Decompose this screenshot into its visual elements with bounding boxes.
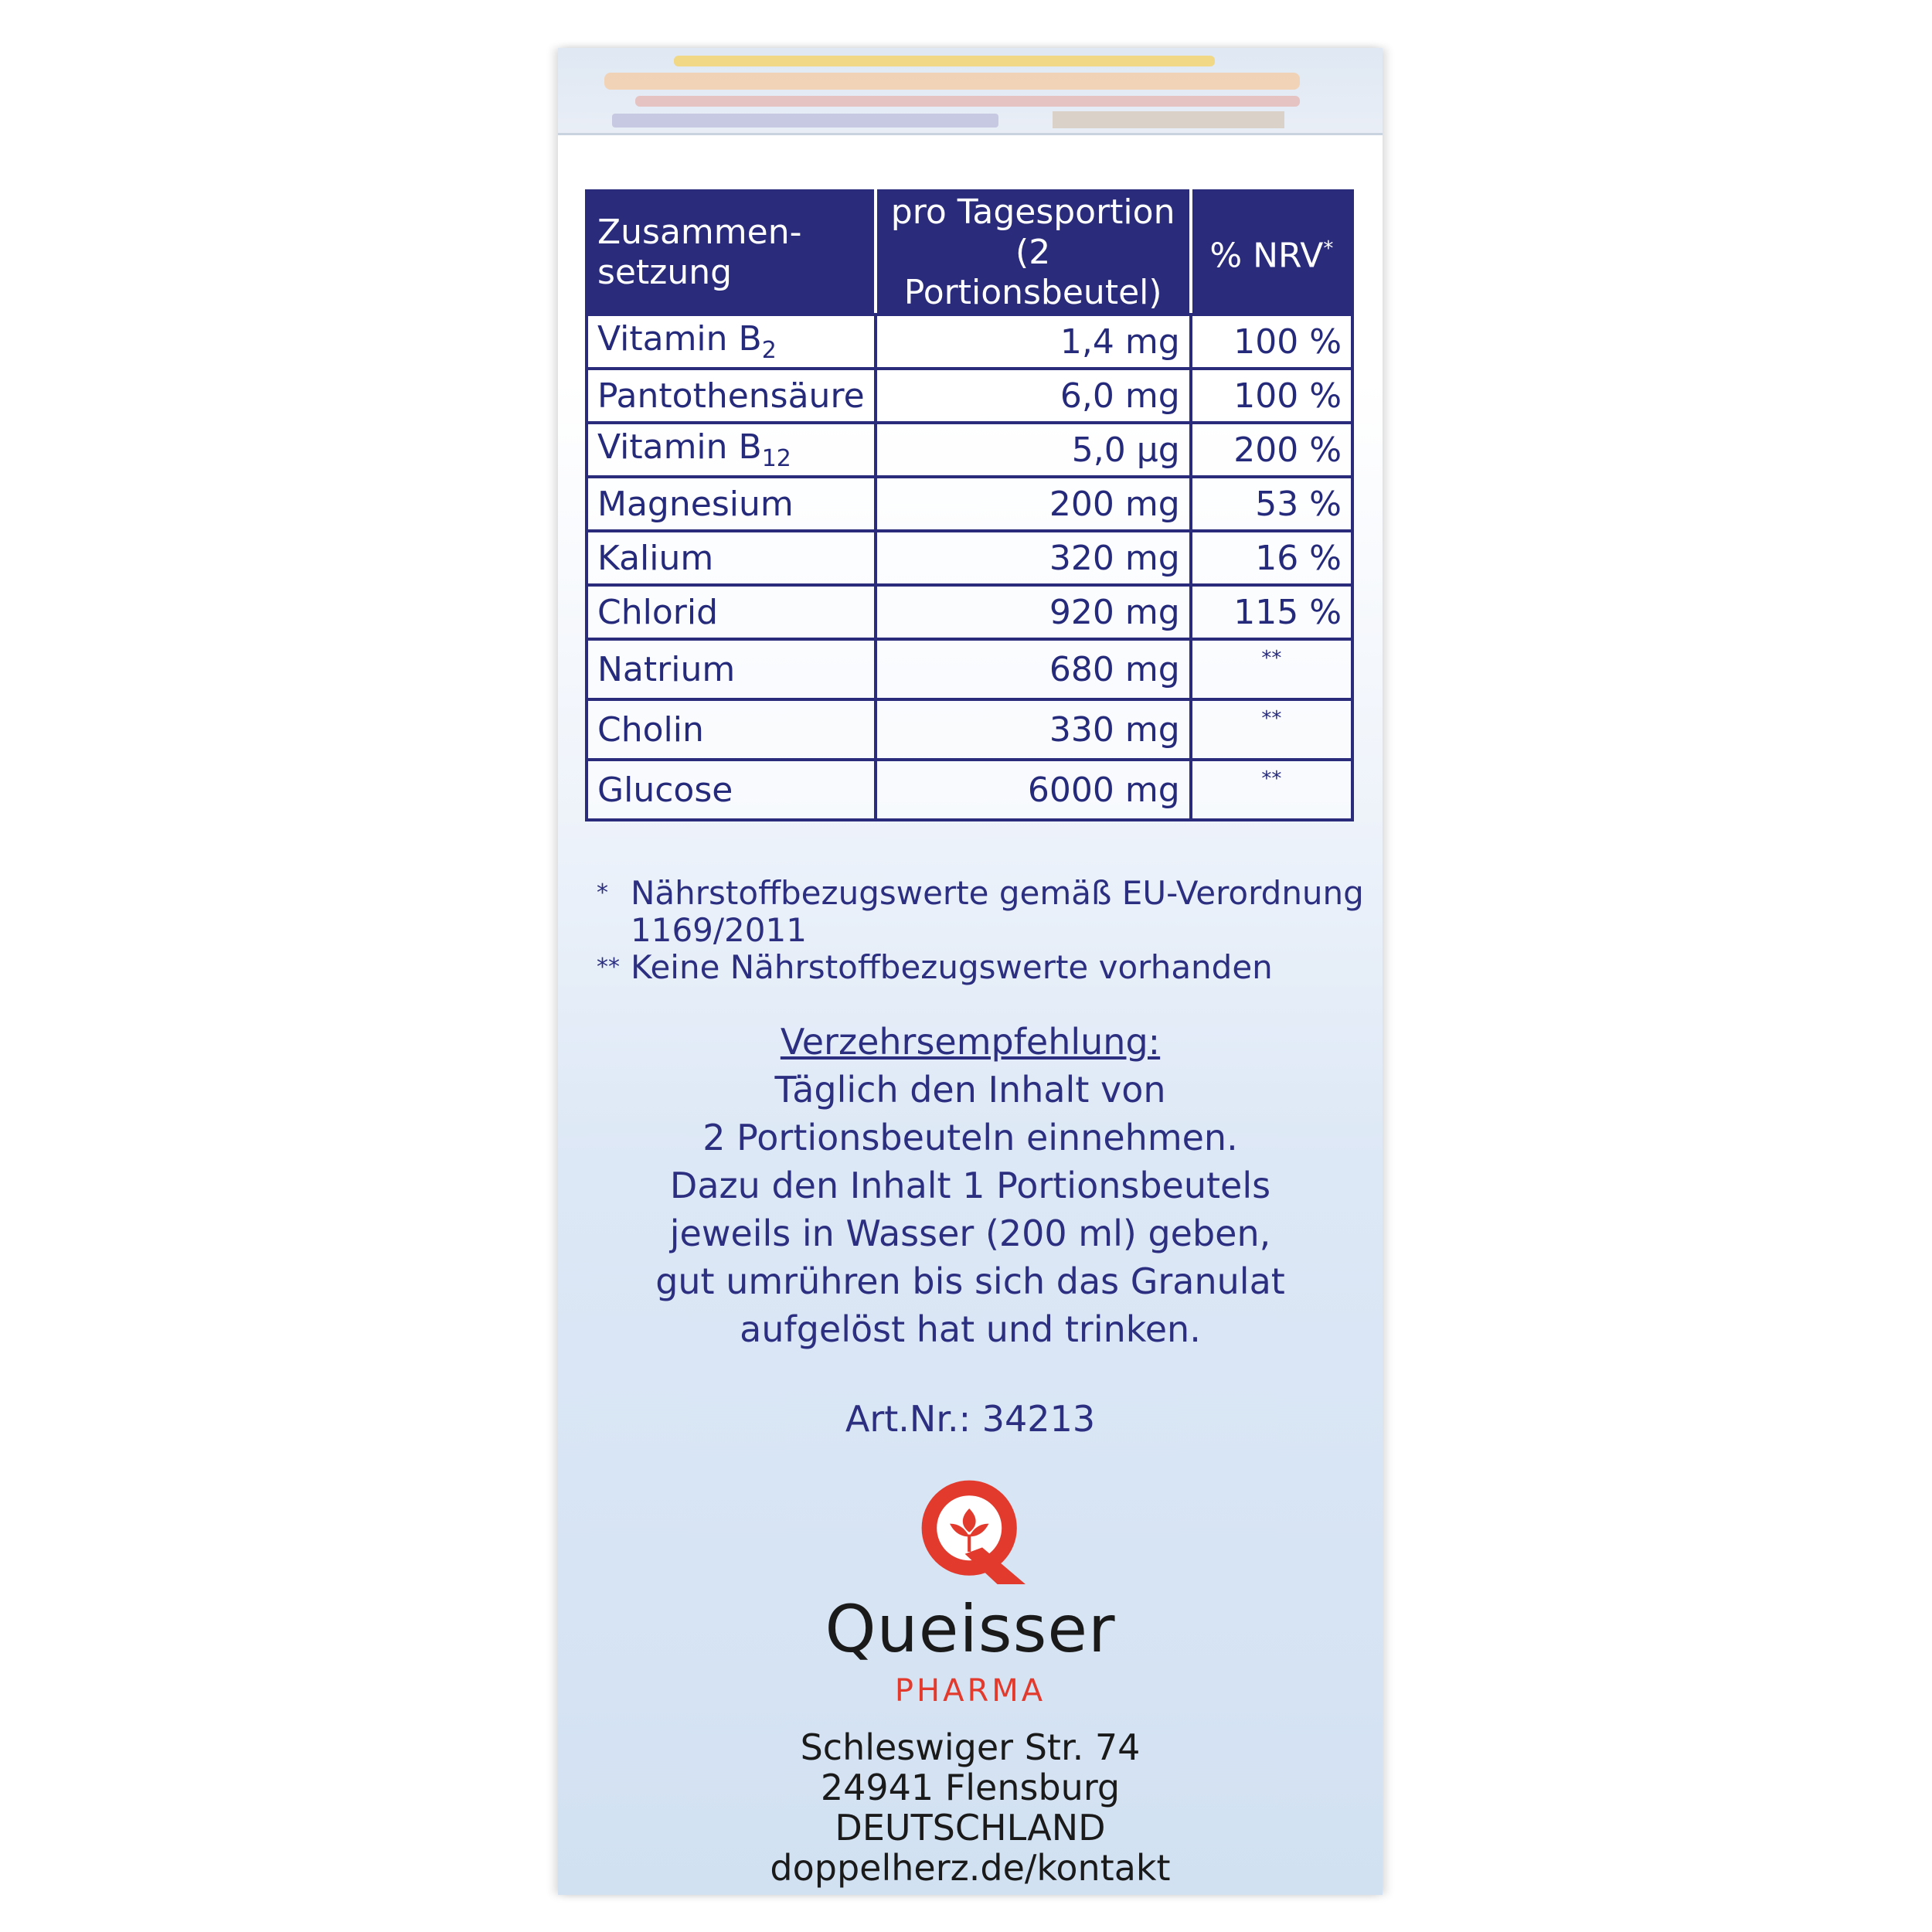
nutrient-amount: 1,4 mg [876, 315, 1191, 369]
nutrient-name: Pantothensäure [587, 369, 876, 423]
nutrient-nrv: ** [1191, 699, 1352, 760]
nutrient-name: Vitamin $B_{12}$ [587, 423, 876, 477]
recommendation-title: Verzehrsempfehlung: [780, 1021, 1161, 1063]
contact-url: doppelherz.de/kontakt [770, 1847, 1171, 1889]
nutrition-row [587, 423, 1352, 477]
address-line: Schleswiger Str. 74 [800, 1726, 1141, 1768]
footnote-nrv [597, 875, 1364, 986]
nutrient-nrv: 53 % [1191, 477, 1352, 531]
nutrition-row [587, 699, 1352, 760]
nutrient-name: Natrium [587, 639, 876, 699]
nutrition-row [587, 531, 1352, 585]
nutrient-name: Vitamin $B_2$ [587, 315, 876, 369]
product-box-side [558, 48, 1383, 1895]
nutrient-amount: 330 mg [876, 699, 1191, 760]
company-address [558, 1727, 1383, 1888]
nutrient-nrv: ** [1191, 760, 1352, 820]
nutrient-name: Cholin [587, 699, 876, 760]
brand-name: Queisser [825, 1591, 1116, 1667]
nutrient-nrv: 100 % [1191, 315, 1352, 369]
nutrient-name: Glucose [587, 760, 876, 820]
footnote-mark: * [597, 879, 608, 906]
address-line: DEUTSCHLAND [835, 1807, 1106, 1849]
footnote-text-3: Keine Nährstoffbezugswerte vorhanden [631, 948, 1273, 986]
address-line: 24941 Flensburg [820, 1767, 1121, 1808]
footnote-text: Nährstoffbezugswerte gemäß EU-Verordnung [631, 874, 1364, 912]
recommendation-line: 2 Portionsbeuteln einnehmen. [702, 1117, 1238, 1158]
recommendation-line: gut umrühren bis sich das Granulat [655, 1260, 1285, 1302]
nutrient-nrv: ** [1191, 639, 1352, 699]
nutrient-amount: 200 mg [876, 477, 1191, 531]
queisser-logo-icon [917, 1476, 1026, 1584]
nutrient-name: Magnesium [587, 477, 876, 531]
recommendation-line: Täglich den Inhalt von [774, 1069, 1166, 1111]
footnote-text-2: 1169/2011 [631, 911, 807, 949]
nutrition-row [587, 477, 1352, 531]
footnote-mark-2: ** [597, 954, 620, 981]
nutrient-amount: 6000 mg [876, 760, 1191, 820]
nutrition-row [587, 639, 1352, 699]
nutrition-row [587, 760, 1352, 820]
nutrient-amount: 5,0 µg [876, 423, 1191, 477]
nutrient-amount: 920 mg [876, 585, 1191, 639]
box-top-flap [558, 48, 1383, 135]
recommendation-block [558, 1018, 1383, 1443]
header-composition: Zusammen- setzung [587, 191, 876, 315]
nutrition-table-header [587, 191, 1352, 315]
header-per-daily-portion: pro Tagesportion (2 Portionsbeutel) [876, 191, 1191, 315]
nutrition-row [587, 369, 1352, 423]
nutrient-nrv: 100 % [1191, 369, 1352, 423]
nutrient-name: Chlorid [587, 585, 876, 639]
recommendation-line: aufgelöst hat und trinken. [740, 1308, 1201, 1350]
nutrition-row [587, 315, 1352, 369]
nutrient-nrv: 16 % [1191, 531, 1352, 585]
nutrient-amount: 6,0 mg [876, 369, 1191, 423]
nutrient-amount: 320 mg [876, 531, 1191, 585]
nutrient-amount: 680 mg [876, 639, 1191, 699]
article-number: Art.Nr.: 34213 [845, 1398, 1096, 1440]
recommendation-line: Dazu den Inhalt 1 Portionsbeutels [669, 1165, 1271, 1206]
nutrient-name: Kalium [587, 531, 876, 585]
brand-division: PHARMA [894, 1673, 1046, 1709]
recommendation-line: jeweils in Wasser (200 ml) geben, [669, 1213, 1271, 1254]
nutrition-table [585, 189, 1354, 821]
nutrient-nrv: 115 % [1191, 585, 1352, 639]
header-nrv: % NRV* [1191, 191, 1352, 315]
nutrient-nrv: 200 % [1191, 423, 1352, 477]
nutrition-row [587, 585, 1352, 639]
